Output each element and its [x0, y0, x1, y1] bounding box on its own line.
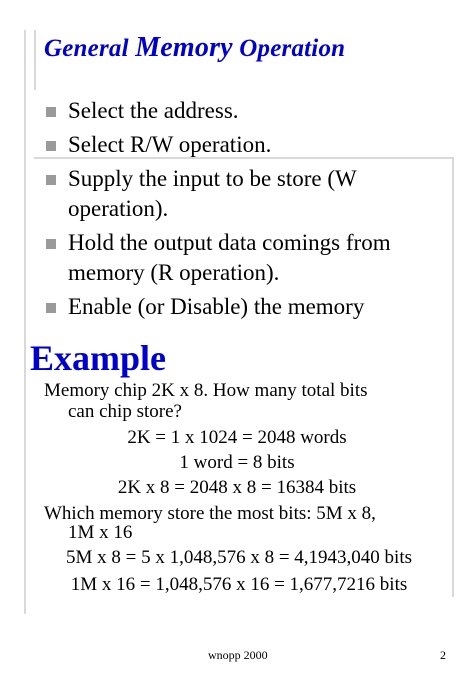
bullet-text: Select the address. [68, 98, 239, 123]
example-question-line: Which memory store the most bits: 5M x 8, [44, 503, 376, 524]
bullet-text: Enable (or Disable) the memory [68, 294, 365, 319]
bullet-item [46, 164, 426, 224]
example-calculation: 2K x 8 = 2048 x 8 = 16384 bits [117, 477, 357, 498]
page-number: 2 [440, 648, 446, 662]
slide-title-part2: Memory [135, 32, 233, 63]
example-calculation: 1M x 16 = 1,048,576 x 16 = 1,677,7216 bits [70, 574, 408, 595]
slide-title-part1: General [44, 35, 136, 62]
left-margin-rule-inner [34, 30, 36, 90]
slide-title-part3: Operation [232, 35, 346, 62]
square-bullet-icon [46, 107, 56, 117]
right-margin-rule [452, 157, 454, 597]
bullet-list [46, 96, 426, 322]
bullet-item [46, 96, 426, 126]
example-heading: Example [30, 338, 167, 378]
example-calculation: 5M x 8 = 5 x 1,048,576 x 8 = 4,1943,040 bits [65, 547, 413, 568]
slide-title [44, 32, 345, 64]
footer-label: wnopp 2000 [208, 648, 268, 662]
example-calculation: 2K = 1 x 1024 = 2048 words [127, 427, 347, 448]
example-calculation: 1 word = 8 bits [179, 452, 295, 473]
bullet-item [46, 228, 426, 288]
square-bullet-icon [46, 141, 56, 151]
square-bullet-icon [46, 239, 56, 249]
square-bullet-icon [46, 175, 56, 185]
bullet-text: Hold the output data comings from memory (R operation). [68, 230, 391, 285]
bullet-text: Supply the input to be store (W operation). [68, 166, 357, 221]
bullet-text: Select R/W operation. [68, 132, 272, 157]
example-question-line: Memory chip 2K x 8. How many total bits [44, 380, 368, 401]
square-bullet-icon [46, 303, 56, 313]
example-question-line: can chip store? [68, 401, 182, 422]
example-question-line: 1M x 16 [68, 522, 133, 543]
bullet-item [46, 130, 426, 160]
left-margin-rule [24, 30, 26, 614]
bullet-item [46, 292, 426, 322]
